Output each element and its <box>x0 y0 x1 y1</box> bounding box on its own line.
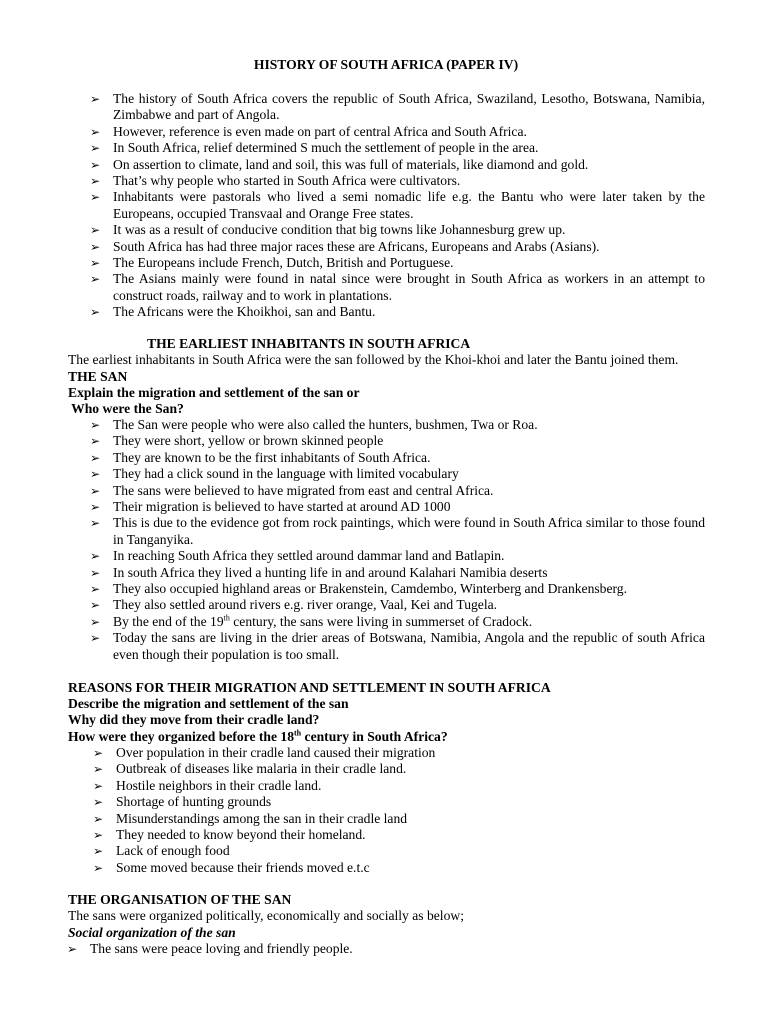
san-question-1: Explain the migration and settlement of the san or <box>68 385 360 400</box>
arrow-bullet-icon: ➢ <box>90 92 101 106</box>
list-item: ➢ Inhabitants were pastorals who lived a semi nomadic life e.g. the Bantu who were later taken by the Europeans, occupied Transvaal and Orange Free states. <box>90 189 705 221</box>
list-item: ➢ The Asians mainly were found in natal since were brought in South Africa as workers in an attempt to construct roads, railway and to work in plantations. <box>90 271 705 303</box>
reasons-question-1: Describe the migration and settlement of the san <box>68 696 349 711</box>
arrow-bullet-icon: ➢ <box>93 828 104 843</box>
list-item: ➢ Hostile neighbors in their cradle land. <box>93 777 322 793</box>
list-item: ➢ On assertion to climate, land and soil, this was full of materials, like diamond and gold. <box>90 156 589 172</box>
reasons-bullet-list <box>93 745 705 876</box>
list-item: ➢ They also occupied highland areas or Brakenstein, Camdembo, Winterberg and Drankensberg. <box>90 581 627 597</box>
arrow-bullet-icon: ➢ <box>93 860 104 875</box>
arrow-bullet-icon: ➢ <box>93 844 104 859</box>
arrow-bullet-icon: ➢ <box>90 467 101 482</box>
list-item: ➢ The history of South Africa covers the republic of South Africa, Swaziland, Lesotho, Botswana, Namibia, Zimbabwe and part of Angola. <box>90 91 705 123</box>
list-item: ➢ They are known to be the first inhabitants of South Africa. <box>90 449 431 465</box>
arrow-bullet-icon: ➢ <box>67 942 78 956</box>
arrow-bullet-icon: ➢ <box>90 500 101 515</box>
list-item: ➢ They needed to know beyond their homeland. <box>93 827 366 843</box>
intro-bullet-list <box>90 91 705 321</box>
arrow-bullet-icon: ➢ <box>93 811 104 826</box>
arrow-bullet-icon: ➢ <box>90 141 101 156</box>
arrow-bullet-icon: ➢ <box>90 582 101 597</box>
arrow-bullet-icon: ➢ <box>90 223 101 238</box>
arrow-bullet-icon: ➢ <box>90 239 101 254</box>
arrow-bullet-icon: ➢ <box>90 516 101 531</box>
arrow-bullet-icon: ➢ <box>90 565 101 580</box>
earliest-inhabitants-heading: THE EARLIEST INHABITANTS IN SOUTH AFRICA <box>147 336 471 351</box>
arrow-bullet-icon: ➢ <box>90 450 101 465</box>
list-item: ➢ The San were people who were also called the hunters, bushmen, Twa or Roa. <box>90 417 538 432</box>
arrow-bullet-icon: ➢ <box>90 631 101 646</box>
san-heading: THE SAN <box>68 369 128 384</box>
san-question-2: Who were the San? <box>68 401 184 416</box>
list-item: ➢ They also settled around rivers e.g. river orange, Vaal, Kei and Tugela. <box>90 597 498 613</box>
earliest-inhabitants-paragraph: The earliest inhabitants in South Africa were the san followed by the Khoi-khoi and later the Bantu joined them. <box>68 352 679 367</box>
reasons-question-2: Why did they move from their cradle land? <box>68 712 320 727</box>
arrow-bullet-icon: ➢ <box>90 174 101 189</box>
social-organisation-subheading: Social organization of the san <box>68 925 236 940</box>
organisation-paragraph: The sans were organized politically, economically and socially as below; <box>68 908 464 923</box>
document-title: HISTORY OF SOUTH AFRICA (PAPER IV) <box>253 57 519 72</box>
list-item: ➢ The sans were peace loving and friendly people. <box>67 941 353 956</box>
list-item: ➢ South Africa has had three major races these are Africans, Europeans and Arabs (Asians). <box>90 238 600 254</box>
arrow-bullet-icon: ➢ <box>90 157 101 172</box>
reasons-heading: REASONS FOR THEIR MIGRATION AND SETTLEMENT IN SOUTH AFRICA <box>68 680 551 695</box>
list-item: ➢ Shortage of hunting grounds <box>93 794 272 810</box>
organisation-heading: THE ORGANISATION OF THE SAN <box>68 892 292 907</box>
arrow-bullet-icon: ➢ <box>93 778 104 793</box>
list-item: ➢ This is due to the evidence got from rock paintings, which were found in South Africa similar to those found in Tanganyika. <box>90 515 705 547</box>
list-item: ➢ Lack of enough food <box>93 843 230 859</box>
list-item: ➢ Outbreak of diseases like malaria in their cradle land. <box>93 761 407 777</box>
arrow-bullet-icon: ➢ <box>90 124 101 139</box>
list-item: ➢ Over population in their cradle land caused their migration <box>93 745 436 760</box>
arrow-bullet-icon: ➢ <box>90 434 101 449</box>
arrow-bullet-icon: ➢ <box>90 598 101 613</box>
list-item: ➢ That’s why people who started in South Africa were cultivators. <box>90 173 461 189</box>
list-item: ➢ In South Africa, relief determined S much the settlement of people in the area. <box>90 140 539 156</box>
arrow-bullet-icon: ➢ <box>93 795 104 810</box>
list-item: ➢ They had a click sound in the language with limited vocabulary <box>90 466 459 482</box>
list-item: ➢ Some moved because their friends moved e.t.c <box>93 859 370 875</box>
list-item: ➢ The Africans were the Khoikhoi, san and Bantu. <box>90 304 376 320</box>
list-item: ➢ The sans were believed to have migrated from east and central Africa. <box>90 482 494 498</box>
list-item: ➢ It was as a result of conducive condition that big towns like Johannesburg grew up. <box>90 222 566 238</box>
arrow-bullet-icon: ➢ <box>93 746 104 760</box>
list-item: ➢ However, reference is even made on part of central Africa and South Africa. <box>90 123 527 139</box>
list-item: ➢ In south Africa they lived a hunting life in and around Kalahari Namibia deserts <box>90 564 548 580</box>
list-item: ➢ Today the sans are living in the drier areas of Botswana, Namibia, Angola and the republic of south Africa even though their population is too small. <box>90 630 705 662</box>
arrow-bullet-icon: ➢ <box>90 418 101 432</box>
arrow-bullet-icon: ➢ <box>90 256 101 271</box>
arrow-bullet-icon: ➢ <box>90 614 101 629</box>
arrow-bullet-icon: ➢ <box>90 549 101 564</box>
list-item: ➢ Their migration is believed to have started at around AD 1000 <box>90 499 451 515</box>
organisation-bullet-list <box>67 941 705 957</box>
arrow-bullet-icon: ➢ <box>90 272 101 287</box>
list-item: ➢ They were short, yellow or brown skinned people <box>90 433 384 449</box>
arrow-bullet-icon: ➢ <box>90 190 101 205</box>
arrow-bullet-icon: ➢ <box>90 305 101 320</box>
list-item: ➢ By the end of the 19th century, the sans were living in summerset of Cradock. <box>90 613 533 629</box>
reasons-question-3: How were they organized before the 18th century in South Africa? <box>68 728 448 744</box>
san-bullet-list <box>90 417 705 663</box>
list-item: ➢ Misunderstandings among the san in their cradle land <box>93 810 408 826</box>
list-item: ➢ The Europeans include French, Dutch, British and Portuguese. <box>90 255 454 271</box>
arrow-bullet-icon: ➢ <box>90 483 101 498</box>
arrow-bullet-icon: ➢ <box>93 762 104 777</box>
list-item: ➢ In reaching South Africa they settled around dammar land and Batlapin. <box>90 548 505 564</box>
